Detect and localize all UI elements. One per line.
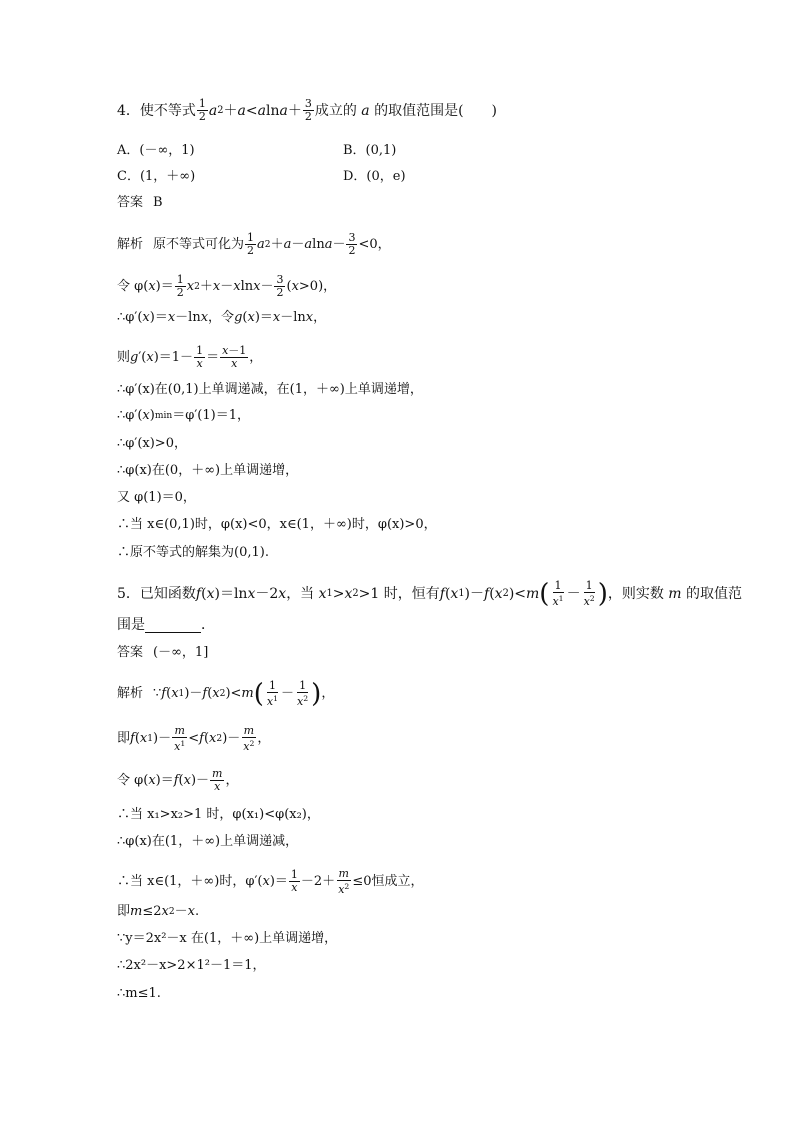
- analysis-label: 解析: [117, 236, 144, 252]
- q4-analysis-7: ∴φ′(x)>0，: [117, 436, 187, 451]
- q5-analysis-8: ∵y＝2x²－x 在(1，＋∞)上单调递增，: [117, 931, 338, 946]
- option-c: C．(1，＋∞): [117, 169, 196, 184]
- q5-stem-f: 围是: [117, 617, 145, 633]
- answer-blank: [145, 618, 201, 633]
- q5-analysis-5: ∴φ(x)在(1，＋∞)上单调递减，: [117, 834, 299, 849]
- q5-analysis-6: ∴当 x∈(1，＋∞)时， φ′( x )＝ $\frac{1}{x}$ －2＋ $\frac{m}{x^2}$ ≤0 恒成立，: [117, 867, 424, 896]
- q5-step-e1: ∴当 x∈(1，＋∞)时，: [117, 873, 246, 889]
- q4-analysis-6: ∴φ′( x ) min ＝φ′(1)＝1，: [117, 408, 250, 423]
- q4-stem-a: 使不等式: [139, 102, 196, 119]
- q4-number: 4．: [117, 102, 140, 119]
- q4-stem-c: 的取值范围是( ): [374, 102, 498, 119]
- analysis-label: 解析: [117, 685, 144, 701]
- q4-analysis-9: 又 φ(1)＝0，: [117, 490, 196, 505]
- q5-analysis-10: ∴m≤1.: [117, 986, 161, 1001]
- q5-stem-e: 的取值范: [686, 585, 743, 602]
- q5-stem-a: 已知函数: [139, 585, 196, 602]
- q4-analysis-2: 令 φ( x )＝ $\frac{1}{2}$ x 2 ＋ x － x ln x － $\frac{3}{2}$ ( x >0)，: [117, 273, 337, 299]
- q4-answer: [117, 194, 163, 212]
- answer-value: (－∞，1]: [153, 645, 209, 660]
- q5-number: 5．: [117, 585, 140, 602]
- q4-stem: 4． 使不等式 $\frac{1}{2}$ a 2 ＋ a < a ln a ＋ $\frac{3}{2}$ 成立的 a 的取值范围是( ): [117, 97, 498, 123]
- q4-analysis-5: ∴φ′(x)在(0,1)上单调递减，在(1，＋∞)上单调递增，: [117, 382, 423, 397]
- q5-answer: [117, 644, 208, 662]
- option-d: D．(0，e): [343, 169, 406, 184]
- q5-step-e2: 恒成立，: [371, 873, 424, 889]
- q4-analysis-4: 则 g ′( x )＝1－ $\frac{1}{x}$ ＝ $\frac{x-1}{x}$ ，: [117, 344, 263, 370]
- q4-stem-b: 成立的: [314, 102, 357, 119]
- q5-stem-2: [117, 616, 215, 634]
- q5-stem: 5． 已知函数 f ( x )＝ln x －2 x ，当 x 1 > x 2 >1 时，恒有 f ( x 1 )－ f ( x 2 )< m ( $\frac{1}{x^1}$ － $\frac{1}{x^2}$ ) ，则实数 m 的取值范: [117, 578, 743, 609]
- option-a: A．(－∞，1): [117, 143, 195, 158]
- q5-stem-g: ．: [201, 617, 215, 633]
- option-b: B．(0,1): [343, 143, 397, 158]
- q4-analysis-10: ∴当 x∈(0,1)时，φ(x)<0，x∈(1，＋∞)时，φ(x)>0，: [117, 517, 437, 532]
- q4-analysis-8: ∴φ(x)在(0，＋∞)上单调递增，: [117, 463, 299, 478]
- q5-analysis-4: ∴当 x₁>x₂>1 时，φ(x₁)<φ(x₂)，: [117, 807, 320, 822]
- q5-analysis-3: 令 φ( x )＝ f ( x )－ $\frac{m}{x}$ ，: [117, 767, 239, 793]
- answer-value: B: [153, 195, 163, 210]
- q4-analysis-1: 解析 原不等式可化为 $\frac{1}{2}$ a 2 ＋ a － a ln a － $\frac{3}{2}$ <0，: [117, 231, 391, 257]
- answer-label: 答案: [117, 645, 144, 660]
- q5-analysis-7: 即 m ≤2 x 2 － x .: [117, 904, 200, 919]
- q5-stem-b: ，当: [286, 585, 315, 602]
- q4-analysis-11: ∴原不等式的解集为(0,1).: [117, 545, 269, 560]
- answer-label: 答案: [117, 195, 144, 210]
- q5-stem-c: 时，恒有: [383, 585, 440, 602]
- q4-s1-text: 原不等式可化为: [153, 236, 245, 252]
- q4-analysis-3: ∴φ′( x )＝ x －ln x ，令 g ( x )＝ x －ln x ，: [117, 310, 327, 325]
- q5-stem-d: ，则实数: [607, 585, 664, 602]
- q5-analysis-1: 解析 ∵ f ( x 1 )－ f ( x 2 )< m ( $\frac{1}{x^1}$ － $\frac{1}{x^2}$ ) ，: [117, 678, 335, 709]
- q5-analysis-2: 即 f ( x 1 )－ $\frac{m}{x^1}$ < f ( x 2 )－ $\frac{m}{x^2}$ ，: [117, 724, 271, 753]
- q5-analysis-9: ∴2x²－x>2×1²－1＝1，: [117, 958, 266, 973]
